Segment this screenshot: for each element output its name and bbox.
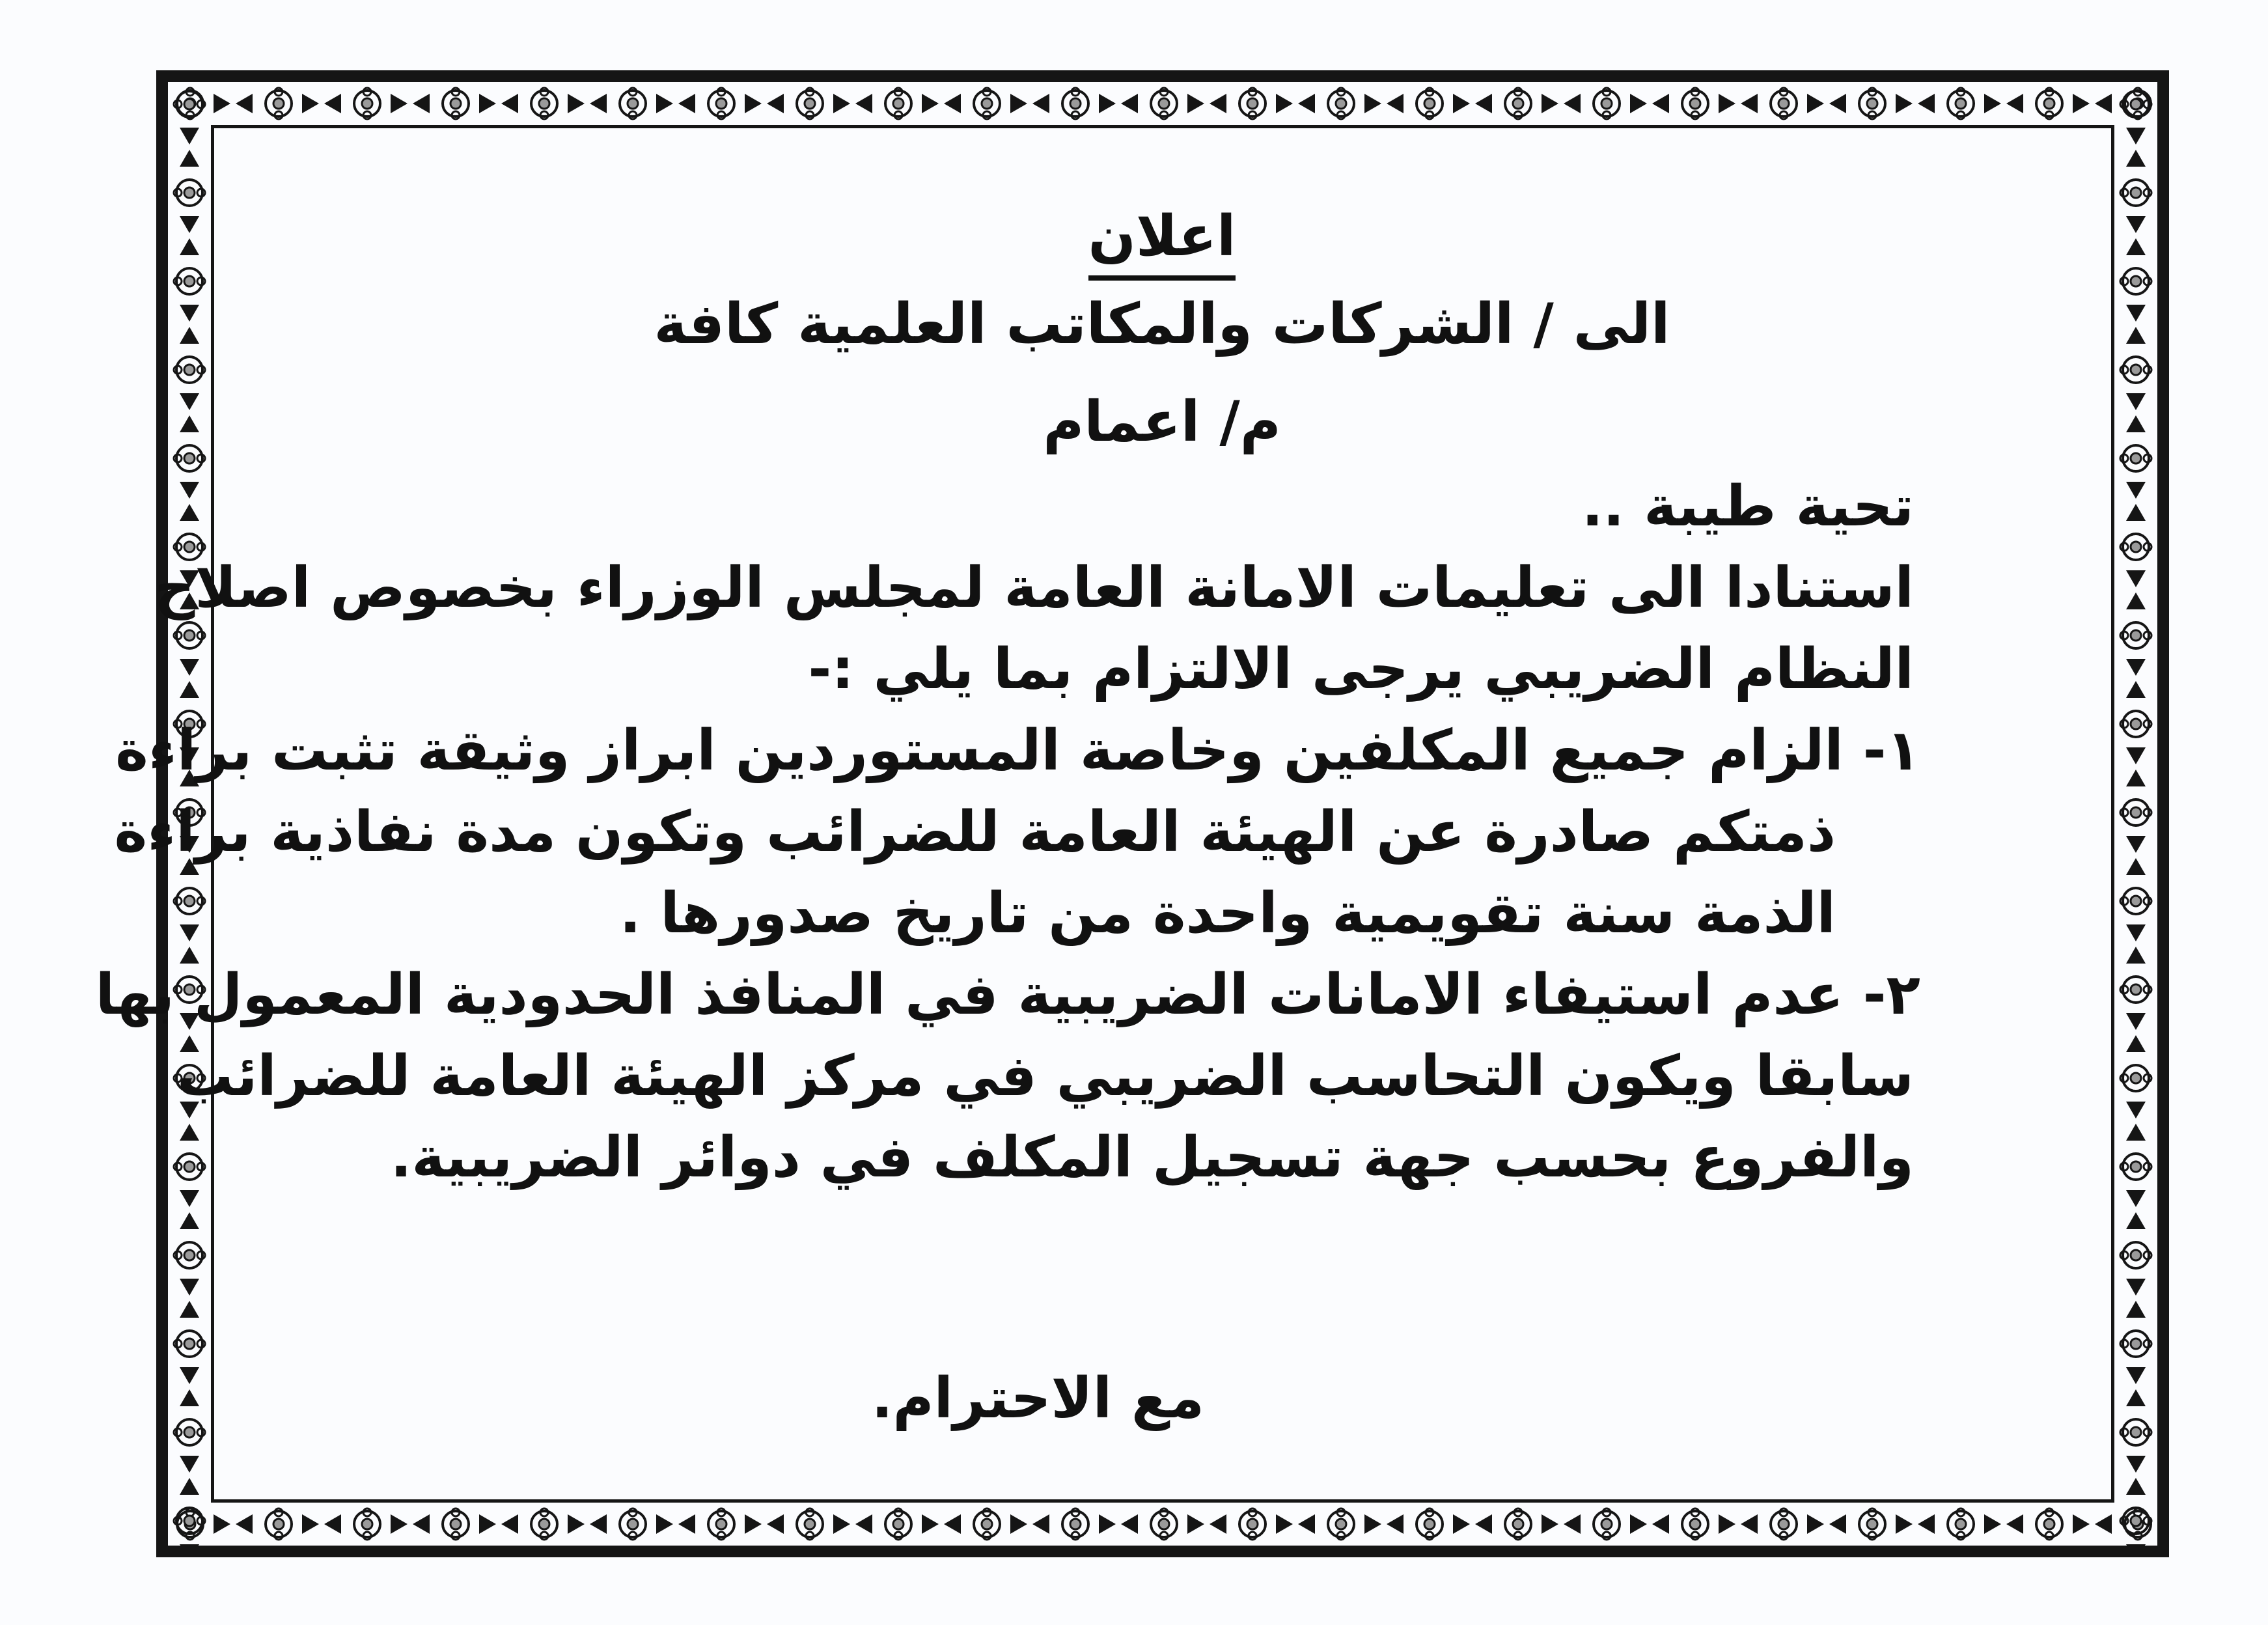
item-1-line-3: الذمة سنة تقويمية واحدة من تاريخ صدورها . [619, 881, 1836, 946]
closing-line: مع الاحترام. [871, 1366, 1204, 1431]
item-2-line-1: ٢- عدم استيفاء الامانات الضريبية في المنافذ الحدودية المعمول بها [95, 962, 1920, 1027]
ornamental-border-bottom [168, 1503, 2157, 1546]
flower-chain-icon [168, 1503, 2157, 1546]
intro-line-1: استنادا الى تعليمات الامانة العامة لمجلس الوزراء بخصوص اصلاح [154, 555, 1914, 620]
flower-chain-icon [2114, 82, 2157, 1546]
greeting: تحية طيبة .. [1581, 474, 1914, 539]
item-2-line-2: سابقا ويكون التحاسب الضريبي في مركز الهيئة العامة للضرائب [176, 1044, 1914, 1109]
item-2-line-3: والفروع بحسب جهة تسجيل المكلف في دوائر الضريبية. [390, 1125, 1914, 1190]
recipient-line: الى / الشركات والمكاتب العلمية كافة [654, 292, 1670, 357]
item-1-line-1: ١- الزام جميع المكلفين وخاصة المستوردين ابراز وثيقة تثبت براءة [115, 718, 1920, 783]
announcement-title [215, 204, 2109, 269]
intro-line-2: النظام الضريبي يرجى الالتزام بما يلي :- [808, 637, 1914, 702]
ornamental-border-right [2114, 82, 2157, 1546]
ornamental-border-top [168, 82, 2157, 125]
subject-line: م/ اعمام [1043, 389, 1281, 454]
item-1-line-2: ذمتكم صادرة عن الهيئة العامة للضرائب وتكون مدة نفاذية براءة [114, 799, 1836, 865]
announcement-body [95, 130, 2109, 1497]
announcement-title-text: اعلان [1088, 204, 1236, 281]
flower-chain-icon [168, 82, 2157, 125]
